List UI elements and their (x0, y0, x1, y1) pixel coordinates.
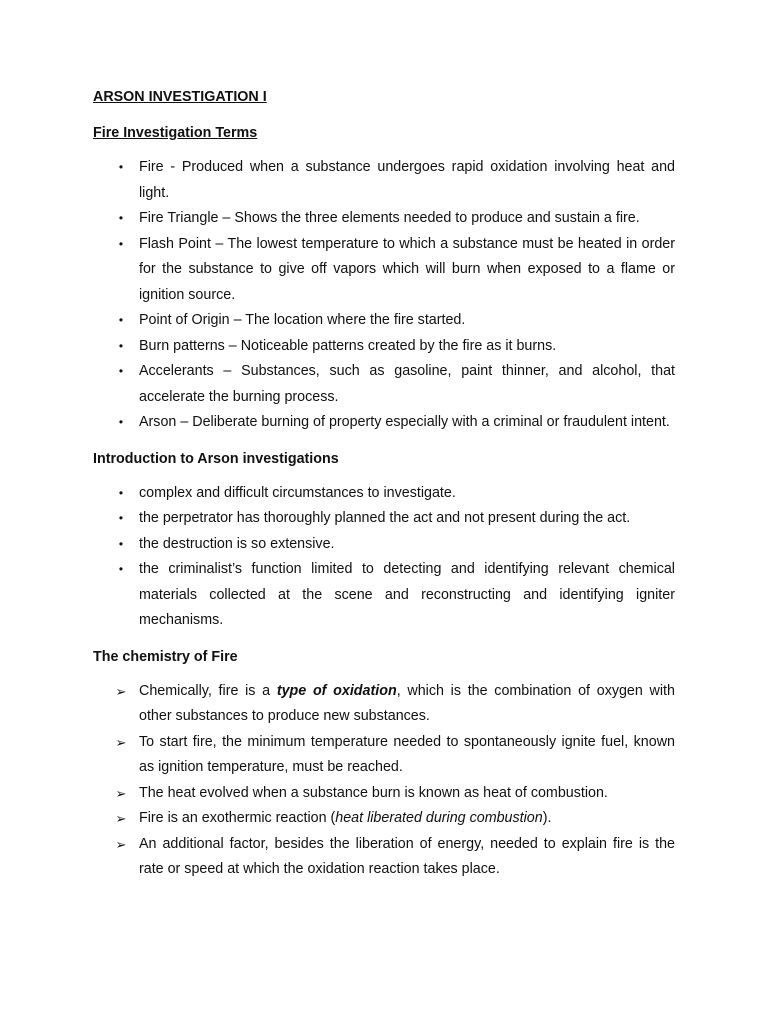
bullet-icon: • (118, 313, 124, 327)
list-item: ➢ Fire is an exothermic reaction (heat liberated during combustion). (93, 806, 675, 832)
bullet-icon: • (118, 364, 124, 378)
arrow-bullet-icon: ➢ (115, 734, 127, 750)
bullet-icon: • (118, 511, 124, 525)
list-item: • the criminalist’s function limited to detecting and identifying relevant chemical materials collected at the scene and reconstructing and identifying igniter mechanisms. (93, 557, 675, 634)
intro-list (93, 481, 675, 634)
list-item: • complex and difficult circumstances to investigate. (93, 481, 675, 507)
bullet-icon: • (118, 485, 124, 500)
section-heading-terms: Fire Investigation Terms (93, 125, 258, 141)
list-item: • the destruction is so extensive. (93, 532, 675, 558)
bullet-icon: • (118, 415, 124, 429)
list-item: ➢ To start fire, the minimum temperature needed to spontaneously ignite fuel, known as ignition temperature, must be reached. (93, 730, 675, 781)
bullet-icon: • (118, 338, 124, 353)
list-item: ➢ The heat evolved when a substance burn is known as heat of combustion. (93, 781, 675, 807)
list-item: ➢ Chemically, fire is a type of oxidation, which is the combination of oxygen with other substances to produce new substances. (93, 679, 675, 730)
list-item: • Point of Origin – The location where the fire started. (93, 308, 675, 334)
document-page (93, 86, 675, 883)
bullet-icon: • (118, 536, 124, 551)
chemistry-list (93, 679, 675, 883)
bullet-icon: • (118, 211, 124, 225)
list-item: • Burn patterns – Noticeable patterns created by the fire as it burns. (93, 334, 675, 360)
section-heading-chemistry: The chemistry of Fire (93, 648, 238, 665)
list-item: ➢ An additional factor, besides the liberation of energy, needed to explain fire is the rate or speed at which the oxidation reaction takes place. (93, 832, 675, 883)
list-item: • the perpetrator has thoroughly planned the act and not present during the act. (93, 506, 675, 532)
terms-list (93, 155, 675, 436)
section-heading-intro: Introduction to Arson investigations (93, 450, 339, 467)
arrow-bullet-icon: ➢ (115, 683, 127, 699)
bullet-icon: • (118, 160, 124, 174)
arrow-bullet-icon: ➢ (115, 811, 127, 826)
arrow-bullet-icon: ➢ (115, 836, 127, 852)
bullet-icon: • (118, 236, 124, 251)
list-item: • Fire - Produced when a substance undergoes rapid oxidation involving heat and light. (93, 155, 675, 206)
document-title: ARSON INVESTIGATION I (93, 89, 267, 105)
list-item: • Arson – Deliberate burning of property especially with a criminal or fraudulent intent. (93, 410, 675, 436)
list-item: • Fire Triangle – Shows the three elements needed to produce and sustain a fire. (93, 206, 675, 232)
arrow-bullet-icon: ➢ (115, 785, 127, 801)
list-item: • Flash Point – The lowest temperature to which a substance must be heated in order for the substance to give off vapors which will burn when exposed to a flame or ignition source. (93, 232, 675, 309)
list-item: • Accelerants – Substances, such as gasoline, paint thinner, and alcohol, that accelerate the burning process. (93, 359, 675, 410)
bullet-icon: • (118, 562, 124, 576)
